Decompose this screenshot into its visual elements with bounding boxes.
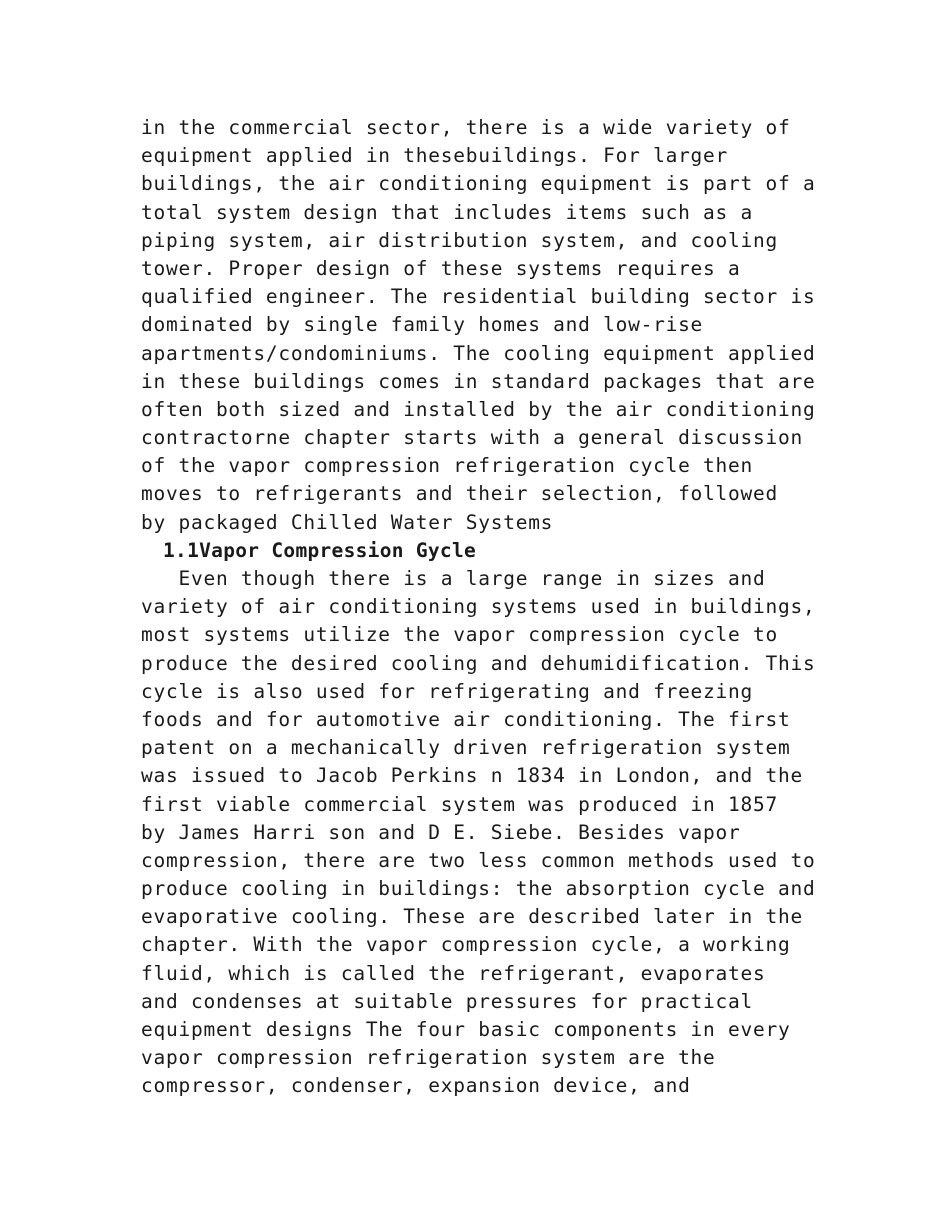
text-line: in the commercial sector, there is a wide variety of	[141, 116, 791, 139]
text-line: variety of air conditioning systems used in buildings,	[141, 595, 816, 619]
text-line: compressor, condenser, expansion device, and	[141, 1074, 691, 1098]
text-line: qualified engineer. The residential building sector is	[141, 285, 816, 309]
text-line: buildings, the air conditioning equipment is part of a	[141, 172, 816, 196]
text-line: patent on a mechanically driven refrigeration system	[141, 736, 791, 760]
paragraph-intro	[141, 114, 841, 537]
text-line: and condenses at suitable pressures for practical	[141, 989, 754, 1013]
text-line: often both sized and installed by the air conditioning	[141, 397, 816, 421]
section-heading: 1.1Vapor Compression Gycle	[163, 538, 477, 562]
text-line: tower. Proper design of these systems requires a	[141, 256, 741, 280]
text-line: compression, there are two less common methods used to	[141, 848, 816, 872]
text-line: produce cooling in buildings: the absorption cycle and	[141, 877, 816, 901]
body-text	[141, 114, 841, 1101]
text-line: of the vapor compression refrigeration cycle then	[141, 454, 754, 478]
text-line: by packaged Chilled Water Systems	[141, 510, 554, 534]
paragraph-vapor-compression	[141, 565, 841, 1101]
text-line: fluid, which is called the refrigerant, evaporates	[141, 961, 766, 985]
text-line: total system design that includes items such as a	[141, 200, 754, 224]
text-line: equipment applied in thesebuildings. For larger	[141, 144, 729, 168]
text-line: dominated by single family homes and low-rise	[141, 313, 704, 337]
text-line: equipment designs The four basic components in every	[141, 1018, 791, 1041]
text-line: in these buildings comes in standard packages that are	[141, 369, 816, 393]
text-line: vapor compression refrigeration system are the	[141, 1046, 716, 1070]
text-line: contractorne chapter starts with a general discussion	[141, 426, 803, 450]
text-line: chapter. With the vapor compression cycle, a working	[141, 933, 791, 957]
text-line: produce the desired cooling and dehumidification. This	[141, 651, 816, 675]
text-line: by James Harri son and D E. Siebe. Besides vapor	[141, 820, 741, 844]
text-line: most systems utilize the vapor compression cycle to	[141, 623, 778, 647]
text-line: first viable commercial system was produced in 1857	[141, 792, 778, 816]
text-line: moves to refrigerants and their selection, followed	[141, 482, 778, 506]
text-line: was issued to Jacob Perkins n 1834 in London, and the	[141, 764, 803, 788]
text-line: evaporative cooling. These are described later in the	[141, 905, 803, 929]
text-line: cycle is also used for refrigerating and freezing	[141, 679, 754, 703]
text-line: Even though there is a large range in sizes and	[141, 567, 766, 590]
text-line: apartments/condominiums. The cooling equipment applied	[141, 341, 816, 365]
text-line: piping system, air distribution system, and cooling	[141, 228, 778, 252]
text-line: foods and for automotive air conditioning. The first	[141, 707, 791, 731]
